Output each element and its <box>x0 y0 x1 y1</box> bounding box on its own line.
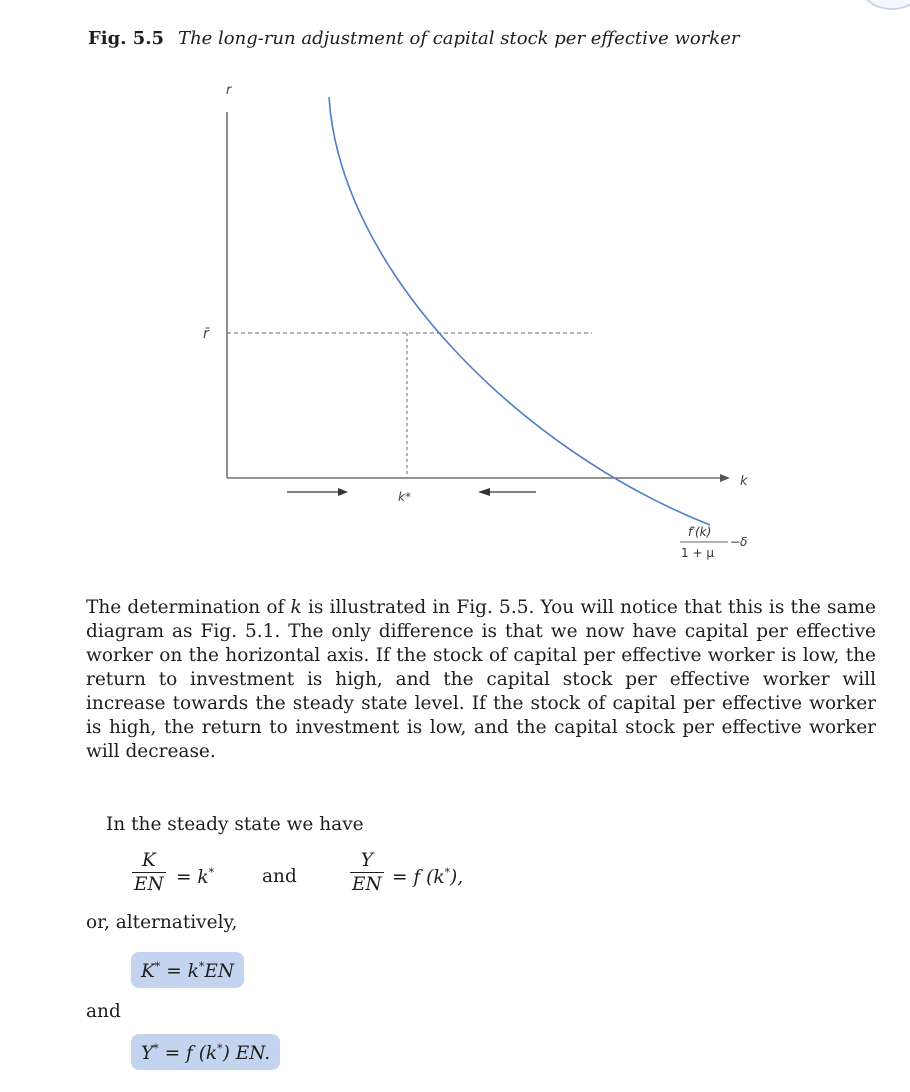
equation1-numerator: K <box>141 850 156 871</box>
kstar-label: k* <box>398 490 411 504</box>
alternatively-text: or, alternatively, <box>86 912 238 933</box>
and-connector-2: and <box>86 1001 121 1022</box>
and-connector-1: and <box>262 866 297 887</box>
left-arrow-head <box>478 488 490 496</box>
figure-title: The long-run adjustment of capital stock per effective worker <box>178 28 740 49</box>
equation2-denominator: EN <box>352 874 382 895</box>
y-axis-label: r <box>226 83 232 98</box>
equation1-denominator: EN <box>134 874 164 895</box>
right-arrow-head <box>338 488 348 496</box>
return-curve <box>329 97 710 525</box>
equation2-numerator: Y <box>360 850 373 871</box>
x-axis-label: k <box>740 474 748 489</box>
paragraph-part2: is illustrated in Fig. 5.5. You will notice that this is the same diagram as Fig. 5.1. The only difference is that we now have capital per effective worker on the horizontal axis. If the stock of capital per effective worker is low, the return to investment is high, and the capital stock per effective worker will increase towards the steady state level. If the stock of capital per effective worker is high, the return to investment is low, and the capital stock per effective worker will decrease. <box>86 597 876 762</box>
highlighted-equation-output: Y* = f (k*) EN. <box>131 1034 280 1070</box>
highlighted-equation-capital: K* = k*EN <box>131 952 244 988</box>
curve-label-numerator: f′(k) <box>688 525 712 539</box>
figure-number: Fig. 5.5 <box>88 28 165 49</box>
body-paragraph <box>86 596 876 764</box>
curve-label-minus-delta: −δ <box>730 535 748 549</box>
steady-state-intro: In the steady state we have <box>106 814 364 835</box>
equation2-rhs: = f (k*), <box>392 866 464 889</box>
paragraph-part1: The determination of <box>86 597 291 618</box>
equation1-rhs: = k* <box>176 866 215 889</box>
equation2-fraction <box>350 850 384 897</box>
rbar-label: r̄ <box>203 326 209 342</box>
x-axis-arrowhead <box>720 474 730 482</box>
curve-label-denominator: 1 + μ <box>681 546 714 560</box>
paragraph-k-italic: k <box>290 597 302 618</box>
equation1-fraction <box>132 850 166 897</box>
